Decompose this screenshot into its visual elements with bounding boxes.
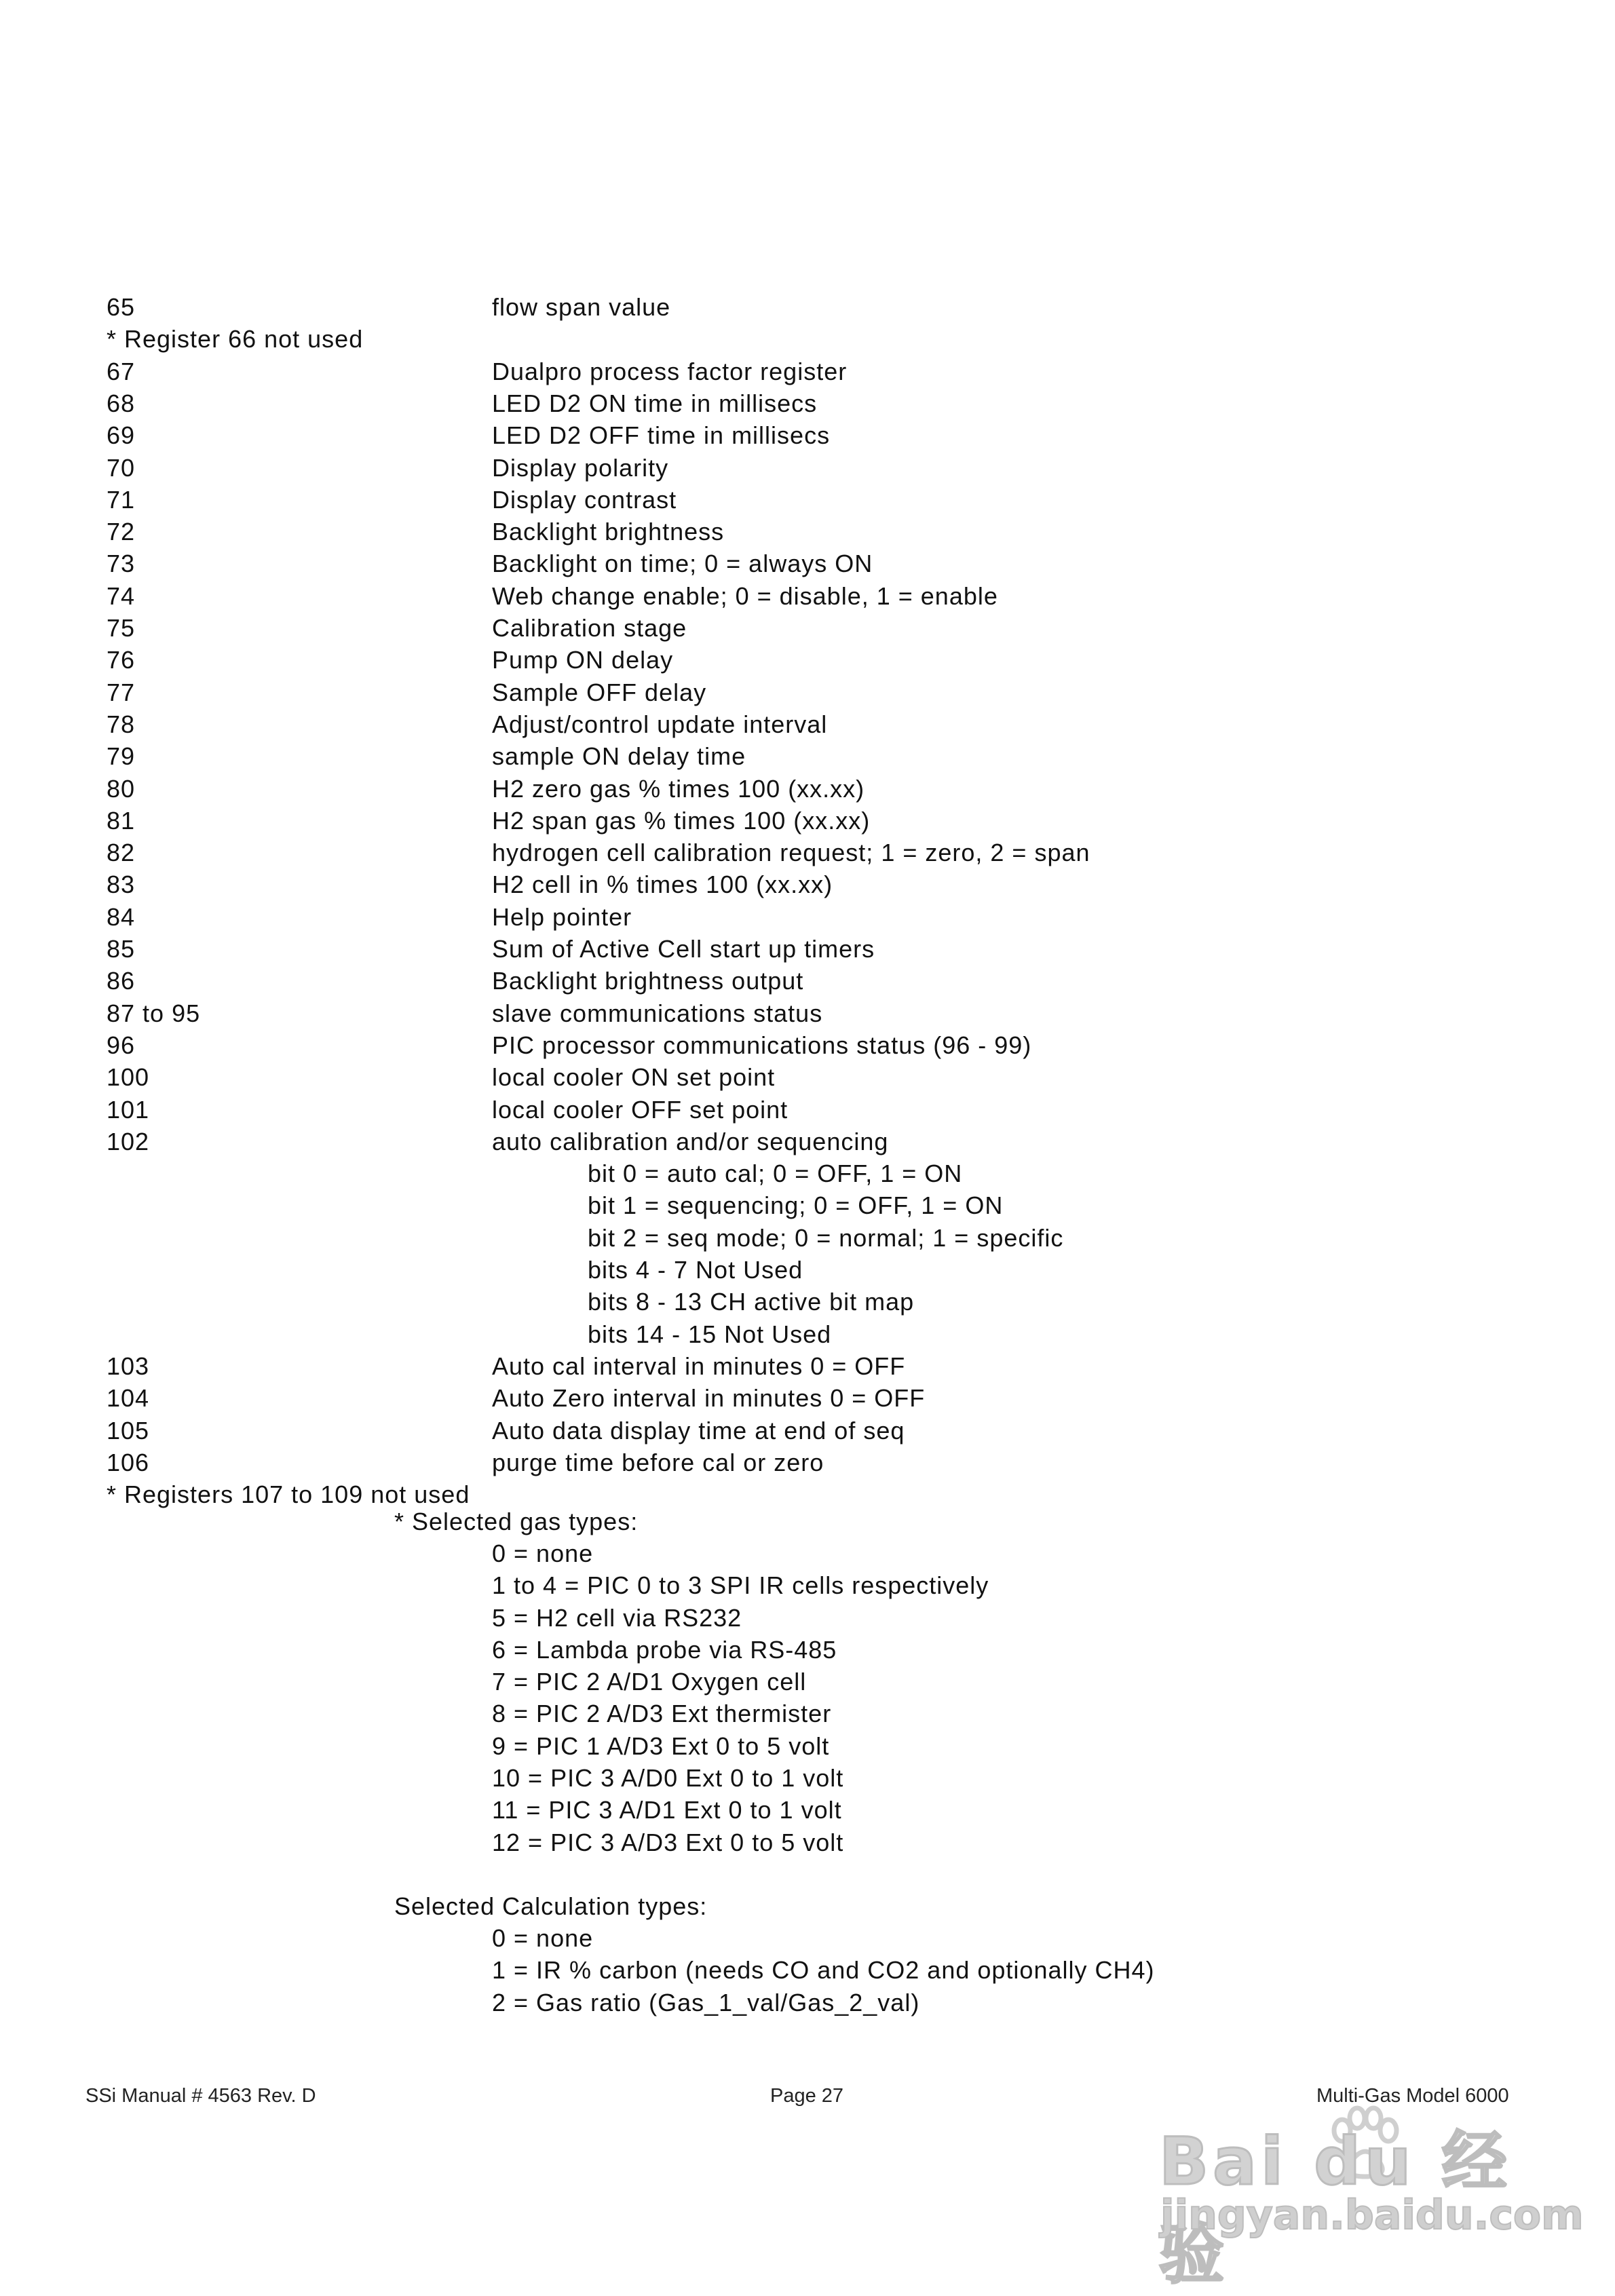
gas-type-item: 12 = PIC 3 A/D3 Ext 0 to 5 volt [492,1828,844,1856]
register-number: 75 [107,614,136,642]
register-number: 80 [107,774,136,803]
register-number: 103 [107,1352,150,1380]
register-description: H2 zero gas % times 100 (xx.xx) [492,774,865,803]
register-description: Web change enable; 0 = disable, 1 = enable [492,581,998,610]
register-number: 84 [107,902,136,931]
register-number: 74 [107,581,136,610]
note-text: * Registers 107 to 109 not used [107,1480,470,1509]
register-number: 81 [107,806,136,835]
register-description: Display contrast [492,485,677,514]
footer-model: Multi-Gas Model 6000 [1316,2085,1509,2107]
register-description: Auto data display time at end of seq [492,1416,905,1444]
register-description: flow span value [492,293,671,321]
register-number: 76 [107,646,136,674]
register-number: 68 [107,389,136,417]
register-description: Calibration stage [492,614,687,642]
register-description: Backlight brightness output [492,967,804,995]
register-description: hydrogen cell calibration request; 1 = zero, 2 = span [492,839,1090,867]
register-description: Sample OFF delay [492,678,707,706]
bit-definition: bits 8 - 13 CH active bit map [588,1288,915,1316]
bit-definition: bit 2 = seq mode; 0 = normal; 1 = specific [588,1223,1064,1252]
register-number: 79 [107,742,136,771]
bit-definition: bit 1 = sequencing; 0 = OFF, 1 = ON [588,1191,1004,1220]
bit-definition: bits 4 - 7 Not Used [588,1256,803,1284]
gas-type-item: 1 to 4 = PIC 0 to 3 SPI IR cells respectively [492,1571,989,1600]
register-description: sample ON delay time [492,742,746,771]
calc-types-list [492,1922,1154,2018]
register-number: 77 [107,678,136,706]
register-description: Sum of Active Cell start up timers [492,935,875,963]
register-number: 106 [107,1448,150,1476]
register-number: 101 [107,1095,150,1124]
footer-page-number: Page 27 [770,2085,844,2107]
register-number: 102 [107,1127,150,1155]
register-description: local cooler ON set point [492,1063,776,1092]
register-number: 85 [107,935,136,963]
gas-type-item: 6 = Lambda probe via RS-485 [492,1635,837,1664]
register-number: 105 [107,1416,150,1444]
register-description: H2 cell in % times 100 (xx.xx) [492,870,833,899]
register-number: 70 [107,453,136,482]
register-description: Backlight brightness [492,518,725,546]
watermark-url: jingyan.baidu.com [1160,2192,1584,2239]
footer-manual-id: SSi Manual # 4563 Rev. D [86,2085,316,2107]
register-number: 69 [107,421,136,450]
gas-type-item: 8 = PIC 2 A/D3 Ext thermister [492,1700,832,1728]
calc-type-item: 2 = Gas ratio (Gas_1_val/Gas_2_val) [492,1988,920,2016]
gas-type-item: 11 = PIC 3 A/D1 Ext 0 to 1 volt [492,1796,842,1824]
register-description: Auto Zero interval in minutes 0 = OFF [492,1384,926,1413]
register-number: 78 [107,710,136,738]
gas-types-heading: * Selected gas types: [394,1508,639,1535]
register-description: local cooler OFF set point [492,1095,788,1124]
register-description: H2 span gas % times 100 (xx.xx) [492,806,871,835]
bit-definition: bits 14 - 15 Not Used [588,1320,832,1348]
register-description: LED D2 OFF time in millisecs [492,421,831,450]
gas-type-item: 7 = PIC 2 A/D1 Oxygen cell [492,1668,807,1696]
calc-type-item: 0 = none [492,1924,594,1952]
register-number: 82 [107,839,136,867]
register-description: Help pointer [492,902,632,931]
register-description: slave communications status [492,999,823,1027]
register-description: purge time before cal or zero [492,1448,824,1476]
bit-definition: bit 0 = auto cal; 0 = OFF, 1 = ON [588,1160,963,1188]
register-description: Display polarity [492,453,669,482]
register-number: 83 [107,870,136,899]
gas-type-item: 5 = H2 cell via RS232 [492,1603,742,1632]
register-number: 73 [107,550,136,578]
register-number: 67 [107,357,136,385]
register-number: 96 [107,1031,136,1059]
gas-type-item: 9 = PIC 1 A/D3 Ext 0 to 5 volt [492,1731,830,1760]
gas-types-list [492,1537,989,1858]
register-number: 86 [107,967,136,995]
register-number: 71 [107,485,136,514]
calc-type-item: 1 = IR % carbon (needs CO and CO2 and optionally CH4) [492,1956,1155,1985]
register-number: 100 [107,1063,150,1092]
register-description: Adjust/control update interval [492,710,828,738]
register-number: 104 [107,1384,150,1413]
register-number: 87 to 95 [107,999,201,1027]
register-description: auto calibration and/or sequencing [492,1127,889,1155]
register-description: LED D2 ON time in millisecs [492,389,818,417]
register-description: PIC processor communications status (96 - 99) [492,1031,1032,1059]
register-description: Backlight on time; 0 = always ON [492,550,873,578]
register-description: Dualpro process factor register [492,357,848,385]
baidu-jingyan-watermark [1154,2090,1584,2293]
register-number: 65 [107,293,136,321]
gas-type-item: 0 = none [492,1539,594,1567]
watermark-logo: Bai du 经验 [1159,2124,1511,2293]
calc-types-heading: Selected Calculation types: [394,1892,708,1920]
note-text: * Register 66 not used [107,325,364,353]
gas-type-item: 10 = PIC 3 A/D0 Ext 0 to 1 volt [492,1764,844,1793]
register-description: Auto cal interval in minutes 0 = OFF [492,1352,906,1380]
register-number: 72 [107,518,136,546]
register-description: Pump ON delay [492,646,674,674]
